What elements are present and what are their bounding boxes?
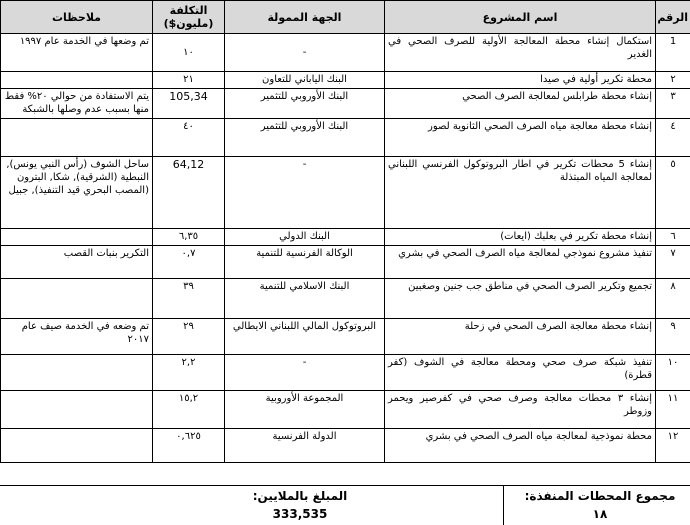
row-project: تجميع وتكرير الصرف الصحي في مناطق جب جنين وصغبين [385, 279, 656, 319]
stations-total [510, 488, 690, 522]
row-funder: - [225, 355, 385, 391]
row-funder: البنك الأوروبي للتثمير [225, 89, 385, 119]
table-row [1, 429, 690, 463]
row-notes: ساحل الشوف (رأس النبي يونس), النبطية (الشرقية), شكا, البترون (المصب البحري قيد التنفيذ), جبيل [1, 157, 153, 229]
footer-divider [503, 486, 504, 525]
row-funder: البروتوكول المالي اللبناني الايطالي [225, 319, 385, 355]
row-notes [1, 429, 153, 463]
row-notes: يتم الاستفادة من حوالي ٢٠% فقط منها بسبب عدم وصلها بالشبكة [1, 89, 153, 119]
row-cost: ١٠ [153, 34, 225, 72]
row-notes [1, 279, 153, 319]
table-row [1, 229, 690, 246]
row-project: إنشاء محطة تكرير في بعلبك (ايعات) [385, 229, 656, 246]
row-funder: - [225, 34, 385, 72]
row-cost: ٦,٣٥ [153, 229, 225, 246]
row-num: ١٠ [656, 355, 690, 391]
row-num: ٥ [656, 157, 690, 229]
row-funder: - [225, 157, 385, 229]
stations-total-label: مجموع المحطات المنفذة: [510, 488, 690, 504]
row-funder: الوكالة الفرنسية للتنمية [225, 246, 385, 279]
row-project: إنشاء محطة معالجة مياه الصرف الصحي الثانوية لصور [385, 119, 656, 157]
totals-footer [0, 485, 690, 525]
table-row [1, 72, 690, 89]
row-cost: ٣٩ [153, 279, 225, 319]
row-project: إنشاء 5 محطات تكرير في اطار البروتوكول الفرنسي اللبناني لمعالجة المياه المبتذلة [385, 157, 656, 229]
table-row [1, 279, 690, 319]
row-cost: ٠,٧ [153, 246, 225, 279]
table-row [1, 355, 690, 391]
row-project: محطة تكرير أولية في صيدا [385, 72, 656, 89]
row-funder: البنك الدولي [225, 229, 385, 246]
row-project: تنفيذ شبكة صرف صحي ومحطة معالجة في الشوف (كفر قطرة) [385, 355, 656, 391]
row-cost: ٢١ [153, 72, 225, 89]
row-project: إنشاء ٣ محطات معالجة وصرف صحي في كفرصير ويحمر وزوطر [385, 391, 656, 429]
row-num: ٢ [656, 72, 690, 89]
row-funder: الدولة الفرنسية [225, 429, 385, 463]
row-funder: البنك الأوروبي للتثمير [225, 119, 385, 157]
row-cost: ١٥,٢ [153, 391, 225, 429]
row-notes [1, 391, 153, 429]
row-cost: ٢,٢ [153, 355, 225, 391]
row-notes: التكرير بنبات القصب [1, 246, 153, 279]
row-project: استكمال إنشاء محطة المعالجة الأولية للصرف الصحي في الغدير [385, 34, 656, 72]
row-notes [1, 355, 153, 391]
table-row [1, 157, 690, 229]
row-num: ٣ [656, 89, 690, 119]
row-project: إنشاء محطة معالجة الصرف الصحي في زحلة [385, 319, 656, 355]
row-funder: البنك الاسلامي للتنمية [225, 279, 385, 319]
row-funder: المجموعة الأوروبية [225, 391, 385, 429]
row-num: ١٢ [656, 429, 690, 463]
row-notes [1, 72, 153, 89]
row-cost: 105,34 [153, 89, 225, 119]
header-notes: ملاحظات [1, 1, 153, 34]
stations-total-value: ١٨ [510, 506, 690, 522]
row-project: محطة نموذجية لمعالجة مياه الصرف الصحي في بشري [385, 429, 656, 463]
table-row [1, 391, 690, 429]
row-notes: تم وضعه في الخدمة صيف عام ٢٠١٧ [1, 319, 153, 355]
header-num: الرقم [656, 1, 690, 34]
row-num: ٨ [656, 279, 690, 319]
table-header-row [1, 1, 690, 34]
row-cost: ٤٠ [153, 119, 225, 157]
row-num: ٤ [656, 119, 690, 157]
amount-total-value: 333,535 [190, 506, 410, 522]
row-num: ٦ [656, 229, 690, 246]
row-cost: ٠,٦٢٥ [153, 429, 225, 463]
amount-total-label: المبلغ بالملايين: [190, 488, 410, 504]
header-funder: الجهة الممولة [225, 1, 385, 34]
table-row [1, 119, 690, 157]
table-row [1, 89, 690, 119]
row-notes [1, 229, 153, 246]
table-row [1, 246, 690, 279]
table-row [1, 34, 690, 72]
header-cost: التكلفة (مليون$) [153, 1, 225, 34]
header-project: اسم المشروع [385, 1, 656, 34]
row-num: ١١ [656, 391, 690, 429]
amount-total [190, 488, 410, 522]
row-cost: ٢٩ [153, 319, 225, 355]
row-cost: 64,12 [153, 157, 225, 229]
row-notes: تم وضعها في الخدمة عام ١٩٩٧ [1, 34, 153, 72]
row-num: 1 [656, 34, 690, 72]
row-num: ٧ [656, 246, 690, 279]
row-funder: البنك الياباني للتعاون [225, 72, 385, 89]
row-notes [1, 119, 153, 157]
table-row [1, 319, 690, 355]
row-project: تنفيذ مشروع نموذجي لمعالجة مياه الصرف الصحي في بشري [385, 246, 656, 279]
row-num: ٩ [656, 319, 690, 355]
row-project: إنشاء محطة طرابلس لمعالجة الصرف الصحي [385, 89, 656, 119]
